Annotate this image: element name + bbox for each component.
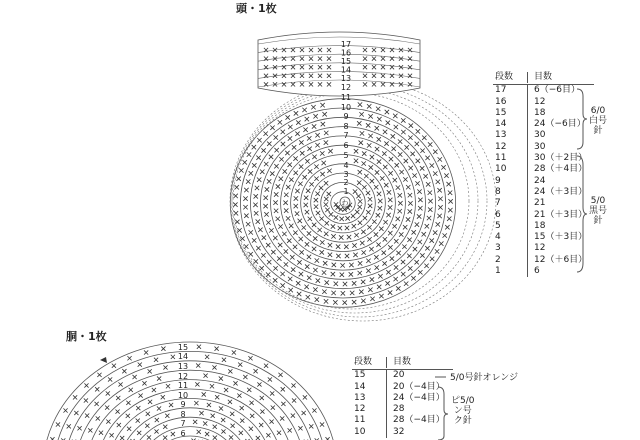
body-stitch-mark [148,400,152,404]
body-stitch-mark [266,433,270,437]
body-stitch-mark [288,428,292,432]
body-row-stitches: 20（−4目） [386,382,453,393]
head-row-stitches: 30（＋2目） [527,153,594,164]
head-row-label: 13 [340,74,352,83]
body-title: 胴・1枚 [66,330,107,343]
body-stitch-mark [161,395,165,399]
head-white-note-line3: 針 [593,126,603,136]
body-stitch-mark [271,405,275,409]
body-stitch-mark [138,362,142,366]
body-pink-bracket [436,386,450,440]
head-row-stitches: 30 [527,130,594,141]
head-row-round: 15 [495,107,507,118]
body-stitch-mark [298,426,302,430]
body-stitch-mark [203,421,207,425]
head-row-stitches: 15（＋3目） [527,232,594,243]
body-stitch-mark [161,347,165,351]
head-row-round: 17 [495,85,507,96]
head-row-label: 14 [340,65,352,75]
body-pink-note-line1: ピ5/0 [451,396,475,406]
body-stitch-mark [213,425,217,429]
body-stitch-mark [97,373,101,377]
head-row-stitches: 6（−6目） [527,85,594,96]
body-stitch-mark [248,356,252,360]
body-stitch-mark [203,374,207,378]
body-row-label: 6 [180,429,186,438]
body-round-ring [108,398,273,440]
body-stitch-mark [215,347,219,351]
head-row-stitches: 24 [527,176,594,187]
body-stitch-mark [95,387,99,391]
body-stitch-mark [127,356,131,360]
body-row-label: 14 [177,352,189,361]
body-stitch-mark [166,384,170,388]
body-stitch-mark [157,406,161,410]
body-row-label: 9 [180,400,186,409]
body-stitch-mark [249,401,253,405]
body-stitch-mark [256,436,260,440]
body-stitch-mark [254,369,258,373]
head-row-stitches: 24（＋3目） [527,187,594,198]
body-stitch-mark [291,413,295,417]
body-stitch-mark [270,420,274,424]
body-stitch-mark [110,433,114,437]
head-row-round: 9 [495,175,501,186]
body-stitch-mark [228,400,232,404]
head-row-round: 8 [495,186,501,197]
body-stitch-mark [169,403,173,407]
body-stitch-mark [115,409,119,413]
body-stitch-mark [229,435,233,439]
head-row-label: 6 [343,141,349,150]
body-stitch-mark [195,382,199,386]
body-row-stitches: 24（−4目） [386,393,453,404]
body-pink-note-line3: ク針 [453,416,472,426]
head-table-col-stitches: 目数 [527,72,594,83]
body-stitch-mark [165,414,169,418]
body-stitch-mark [67,424,71,428]
head-row-stitches: 18 [527,108,594,119]
head-table-col-rounds: 段数 [495,72,514,82]
body-round-ring [151,436,229,440]
body-stitch-mark [136,406,140,410]
head-row-round: 6 [495,209,501,220]
body-stitch-mark [281,387,285,391]
body-stitch-mark [221,429,225,433]
body-stitch-mark [210,384,214,388]
head-row-stitches: 6 [527,266,594,277]
body-row-stitches: 20 [386,370,453,381]
body-stitch-mark [215,395,219,399]
head-row-round: 10 [495,164,507,175]
body-stitch-mark [147,435,151,439]
head-row-stitches: 12 [527,243,594,254]
body-stitch-mark [74,411,78,415]
body-stitch-mark [222,358,226,362]
head-row-round: 12 [495,141,507,152]
body-stitch-mark [270,391,274,395]
body-stitch-mark [207,403,211,407]
body-stitch-mark [264,364,268,368]
head-row-stitches: 21 [527,198,594,209]
body-stitch-mark [247,388,251,392]
body-stitch-mark [219,406,223,410]
body-row-round: 15 [354,370,366,381]
body-row-label: 12 [177,372,189,381]
body-stitch-mark [84,383,88,387]
body-stitch-mark [136,419,140,423]
body-stitch-mark [105,405,109,409]
body-stitch-mark [163,436,167,440]
body-row-stitches: 28 [386,404,453,415]
body-stitch-mark [228,369,232,373]
body-row-label: 11 [177,381,189,390]
body-row-label: 13 [177,362,189,371]
head-row-label: 4 [343,161,349,170]
body-stitch-mark [259,423,263,427]
body-stitch-mark [193,420,197,424]
body-stitch-mark [237,394,241,398]
body-stitch-mark [145,424,149,428]
body-stitch-mark [163,365,167,369]
body-pink-note [451,396,475,426]
body-stitch-mark [312,408,316,412]
head-row-label: 1 [343,187,349,196]
body-stitch-mark [238,362,242,366]
head-row-round: 2 [495,254,501,265]
head-row-round: 7 [495,198,501,209]
body-stitch-mark [211,414,215,418]
body-stitch-mark [202,392,206,396]
body-row-label: 8 [180,410,186,419]
body-stitch-mark [84,398,88,402]
head-white-note-line2: 白号 [589,116,608,126]
body-stitch-mark [56,422,60,426]
body-row-label: 10 [177,391,189,400]
body-stitch-mark [154,358,158,362]
head-row-stitches: 18 [527,221,594,232]
body-stitch-mark [260,409,264,413]
head-row-round: 4 [495,232,501,243]
body-round-ring [64,361,315,440]
body-table-col-stitches: 目数 [386,357,453,368]
head-row-stitches: 21（＋3目） [527,210,594,221]
body-stitch-mark [73,395,77,399]
body-table-col-rounds: 段数 [354,357,373,367]
body-stitch-mark [280,416,284,420]
head-title: 頭・1枚 [236,2,277,15]
body-stitch-mark [106,391,110,395]
head-black-note-line3: 針 [593,216,603,226]
body-stitch-mark [230,412,234,416]
body-stitch-mark [219,376,223,380]
body-stitch-mark [240,419,244,423]
body-stitch-mark [133,375,137,379]
body-stitch-mark [142,381,146,385]
body-stitch-mark [126,414,130,418]
body-stitch-mark [199,411,203,415]
head-row-label: 8 [343,122,349,131]
head-row-label: 12 [340,83,352,92]
body-stitch-mark [278,373,282,377]
body-stitch-mark [106,420,110,424]
body-stitch-mark [249,427,253,431]
body-stitch-mark [243,375,247,379]
body-stitch-mark [116,396,120,400]
head-row-label: 5 [343,151,349,160]
body-stitch-mark [233,381,237,385]
body-stitch-mark [88,428,92,432]
body-row-stitches: 32 [386,427,453,438]
head-row-label: 17 [340,40,352,49]
body-stitch-mark [171,355,175,359]
body-stitch-mark [224,388,228,392]
head-row-label: 10 [340,103,352,112]
head-white-note-line1: 6/0 [590,106,606,116]
body-stitch-mark [137,431,141,435]
body-stitch-mark [146,412,150,416]
body-start-mark [100,357,107,363]
body-stitch-mark [129,388,133,392]
body-stitch-mark [85,413,89,417]
body-stitch-mark [139,394,143,398]
body-stitch-mark [309,424,313,428]
body-stitch-mark [171,432,175,436]
head-row-stitches: 30 [527,142,594,153]
head-row-stitches: 12（＋6目） [527,255,594,266]
body-stitch-mark [320,422,324,426]
head-row-label: 7 [343,131,349,140]
head-row-round: 3 [495,243,501,254]
body-stitch-mark [205,432,209,436]
body-stitch-mark [268,377,272,381]
body-stitch-mark [96,416,100,420]
body-stitch-mark [155,418,159,422]
body-stitch-mark [148,369,152,373]
body-row-label: 7 [180,419,186,428]
head-row-round: 5 [495,220,501,231]
body-orange-leader [434,373,448,381]
body-stitch-mark [277,431,281,435]
body-stitch-mark [213,436,217,440]
head-row-label: 11 [340,93,352,102]
head-row-round: 16 [495,96,507,107]
body-pink-note-line2: ン号 [453,406,472,416]
head-row-round: 1 [495,266,501,277]
body-stitch-mark [127,427,131,431]
head-row-label: 15 [340,57,352,66]
head-center-mark: わ [341,199,349,207]
body-stitch-mark [197,345,201,349]
head-row-stitches: 28（＋4目） [527,164,594,175]
body-stitch-mark [205,355,209,359]
body-stitch-mark [231,424,235,428]
body-orange-note: 5/0号針オレンジ [450,373,519,383]
body-stitch-mark [99,431,103,435]
head-row-label: 2 [343,178,349,187]
body-stitch-mark [257,382,261,386]
body-stitch-mark [292,398,296,402]
body-stitch-mark [240,406,244,410]
body-stitch-mark [122,369,126,373]
body-stitch-mark [303,395,307,399]
head-black-note-line2: 黒号 [589,206,608,216]
body-row-label: 15 [177,343,189,352]
body-round-ring [129,417,250,440]
body-stitch-mark [112,364,116,368]
body-stitch-mark [194,401,198,405]
body-stitch-mark [221,418,225,422]
body-row-round: 11 [354,415,366,426]
head-black-note-line1: 5/0 [590,196,606,206]
body-stitch-mark [126,401,130,405]
body-stitch-mark [154,429,158,433]
head-row-label: 3 [343,170,349,179]
body-row-round: 12 [354,404,366,415]
head-row-round: 14 [495,119,507,130]
body-stitch-mark [77,426,81,430]
body-row-stitches: 28（−4目） [386,415,453,426]
body-round-ring [97,389,283,440]
body-stitch-mark [144,350,148,354]
body-stitch-mark [63,408,67,412]
head-row-label: 16 [340,48,352,58]
body-stitch-mark [108,377,112,381]
body-stitch-mark [120,436,124,440]
body-stitch-mark [232,350,236,354]
head-row-label: 9 [343,112,349,121]
head-row-round: 13 [495,130,507,141]
head-row-round: 11 [495,153,507,164]
body-stitch-mark [157,376,161,380]
head-row-stitches: 12 [527,97,594,108]
body-stitch-mark [152,388,156,392]
body-stitch-mark [197,430,201,434]
body-stitch-mark [281,402,285,406]
body-stitch-mark [291,383,295,387]
body-stitch-mark [117,423,121,427]
body-stitch-mark [118,382,122,386]
head-row-stitches: 24（−6目） [527,119,594,130]
body-stitch-mark [212,365,216,369]
body-table-header [352,357,453,370]
body-row-round: 10 [354,426,366,437]
body-stitch-mark [163,425,167,429]
body-stitch-mark [302,411,306,415]
body-stitch-mark [250,414,254,418]
body-stitch-mark [260,396,264,400]
body-stitch-mark [95,402,99,406]
body-row-round: 14 [354,381,366,392]
body-row-round: 13 [354,392,366,403]
body-stitch-mark [239,431,243,435]
body-stitch-mark [196,363,200,367]
